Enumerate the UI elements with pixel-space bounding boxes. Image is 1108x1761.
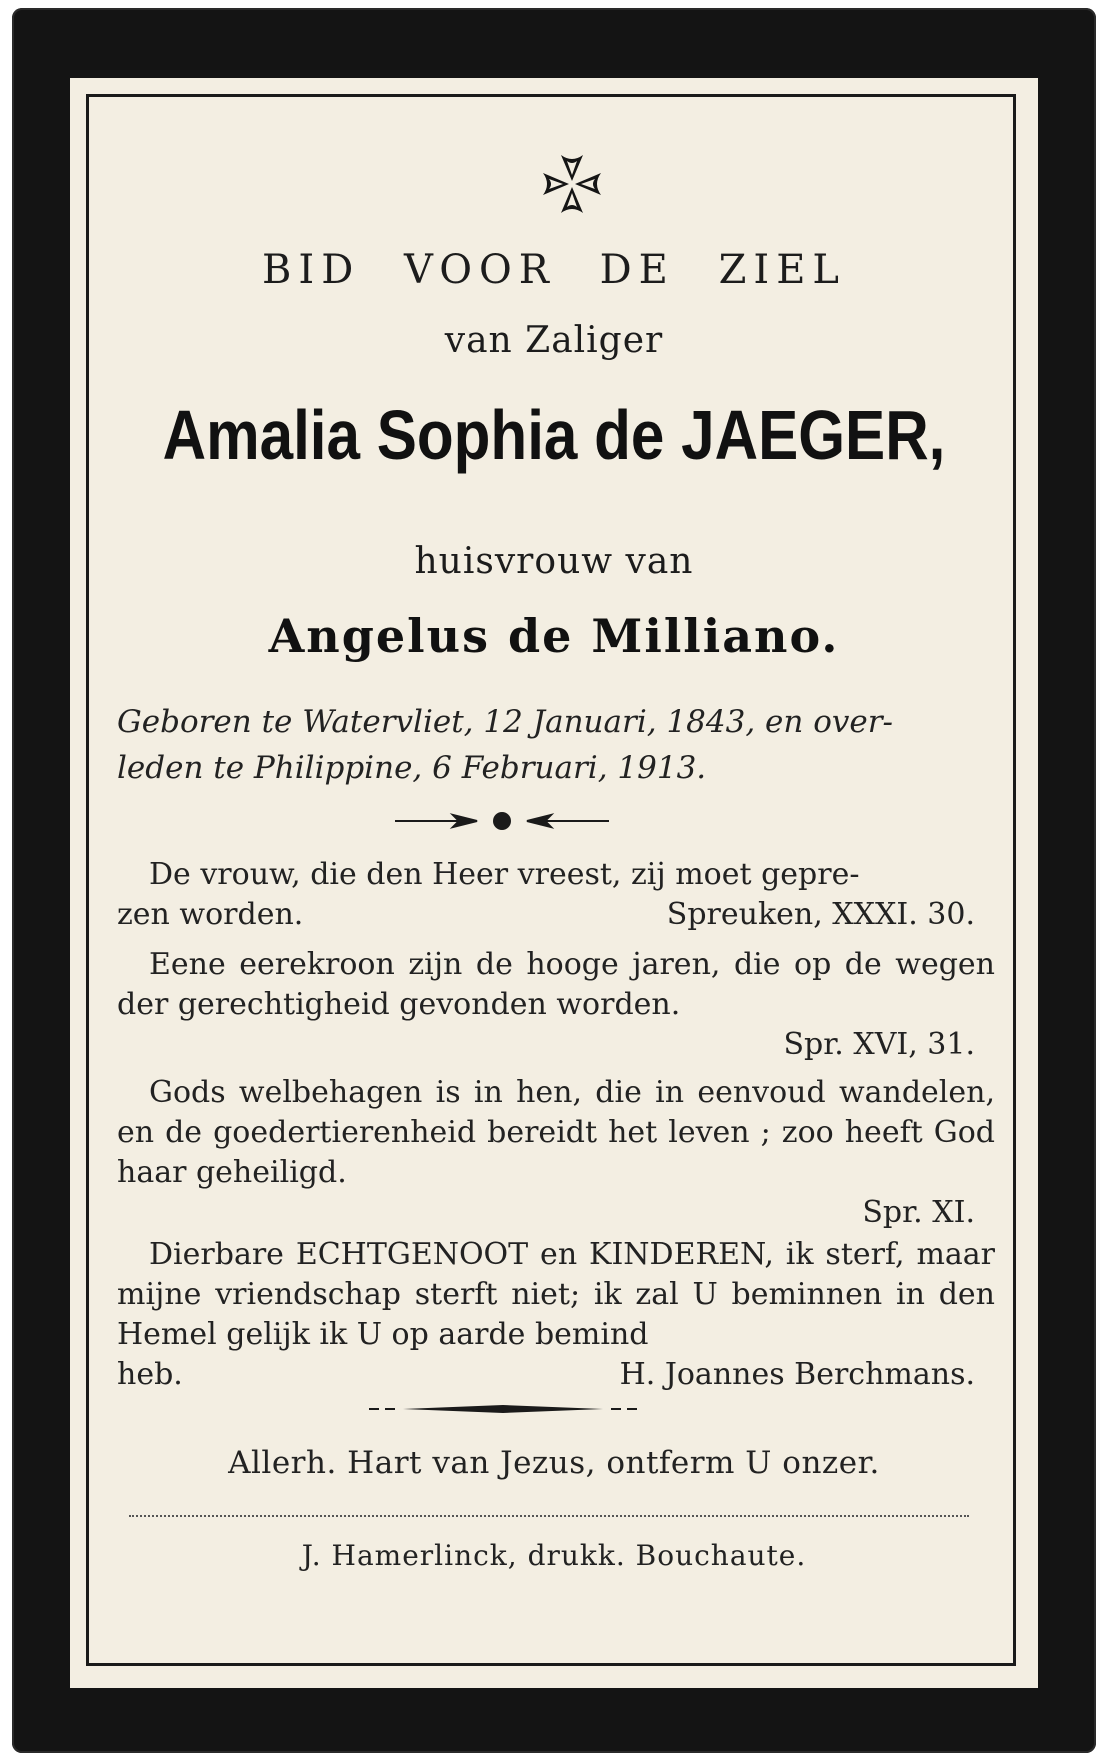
verse-1-reference: Spreuken, XXXI. 30. <box>666 897 975 932</box>
inner-frame <box>86 94 1016 1666</box>
spouse-name: Angelus de Milliano. <box>268 609 840 663</box>
deceased-name: Amalia Sophia de JAEGER, <box>162 396 946 474</box>
verse-2 <box>117 945 995 1065</box>
biography <box>117 699 997 791</box>
memorial-card <box>12 8 1096 1753</box>
verse-1-last-line: zen worden. <box>117 897 304 932</box>
bio-line-2: leden te Philippine, 6 Februari, 1913. <box>117 750 707 786</box>
separator-line <box>369 1404 637 1414</box>
verse-3-text: Gods welbehagen is in hen, die in eenvoud wandelen, en de goedertierenheid bereidt het leven ; zoo heeft God haar geheiligd. <box>117 1075 995 1190</box>
verse-4-text: Dierbare ECHTGENOOT en KINDEREN, ik sterf, maar mijne vriendschap sterft niet; ik zal U beminnen in den Hemel gelijk ik U op aarde bemind <box>117 1237 995 1352</box>
card-subtitle: van Zaliger <box>444 320 664 361</box>
dotted-divider <box>129 1515 969 1517</box>
card-paper <box>70 78 1038 1688</box>
prayer-line: Allerh. Hart van Jezus, ontferm U onzer. <box>228 1445 880 1481</box>
verse-1-text: De vrouw, die den Heer vreest, zij moet gepre- <box>149 857 860 892</box>
verse-3-reference: Spr. XI. <box>862 1195 975 1230</box>
maltese-cross-icon <box>539 151 605 217</box>
verse-2-text: Eene eerekroon zijn de hooge jaren, die op de wegen der gerechtigheid gevonden worden. <box>117 947 995 1022</box>
bio-line-1: Geboren te Watervliet, 12 Januari, 1843, en over- <box>117 704 894 740</box>
card-title: BID VOOR DE ZIEL <box>262 247 846 293</box>
verse-4 <box>117 1235 995 1395</box>
verse-4-last-line: heb. <box>117 1357 183 1392</box>
arrow-dot-ornament <box>395 807 609 835</box>
printer-credit: J. Hamerlinck, drukk. Bouchaute. <box>301 1539 807 1572</box>
verse-2-reference: Spr. XVI, 31. <box>783 1027 975 1062</box>
verse-3 <box>117 1073 995 1233</box>
relation-text: huisvrouw van <box>414 541 694 582</box>
verse-4-reference: H. Joannes Berchmans. <box>619 1357 975 1392</box>
verse-1 <box>117 855 995 935</box>
